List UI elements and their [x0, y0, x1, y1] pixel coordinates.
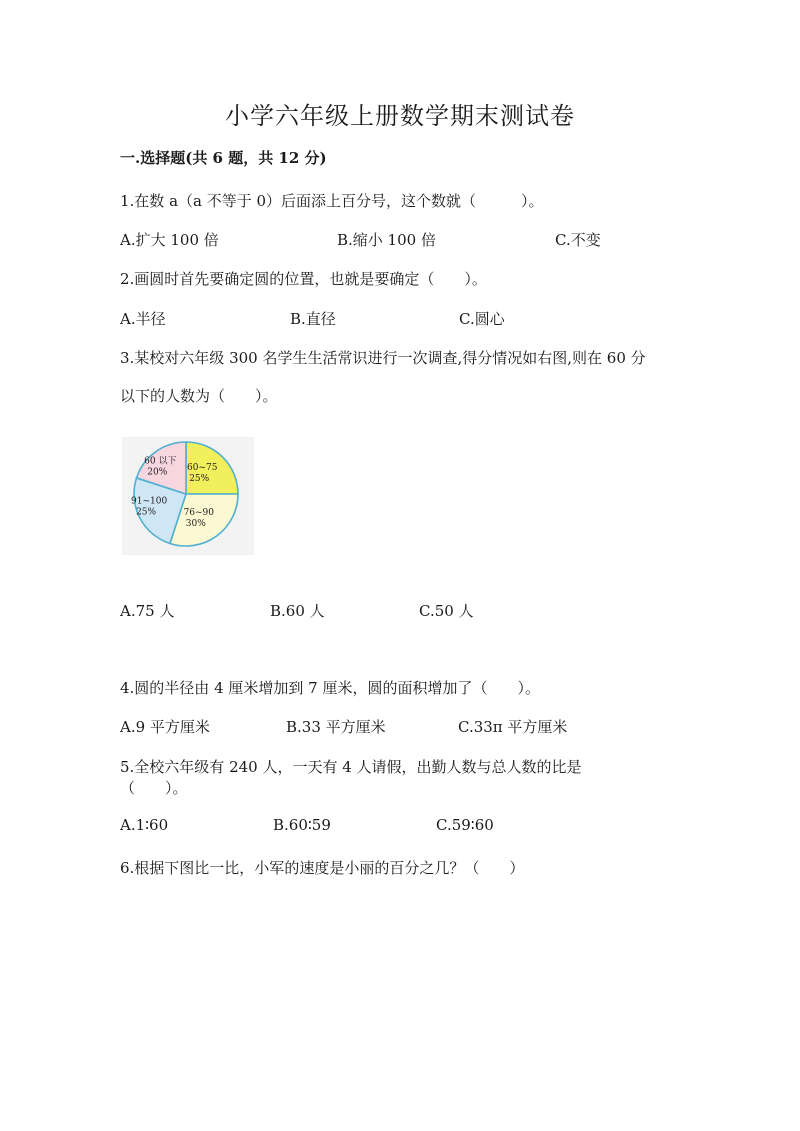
question-2-option-c: C.圆心: [459, 310, 505, 328]
question-3-option-c: C.50 人: [419, 602, 474, 620]
pie-slice-label: 91~100: [131, 496, 168, 507]
pie-slice-label: 76~90: [183, 508, 215, 519]
question-5-text-line1: 5.全校六年级有 240 人，一天有 4 人请假，出勤人数与总人数的比是: [120, 758, 582, 776]
question-3-text-line2: 以下的人数为（ ）。: [120, 387, 278, 405]
question-2-option-b: B.直径: [290, 310, 336, 328]
question-6-text: 6.根据下图比一比，小军的速度是小丽的百分之几？（ ）: [120, 859, 525, 877]
pie-slice-percent: 30%: [185, 519, 206, 530]
question-4-option-b: B.33 平方厘米: [286, 718, 386, 736]
pie-chart: [122, 437, 254, 555]
question-5-option-b: B.60∶59: [273, 816, 331, 834]
question-1-option-c: C.不变: [555, 231, 601, 249]
question-1-option-a: A.扩大 100 倍: [120, 231, 219, 249]
question-5-option-c: C.59∶60: [436, 816, 494, 834]
question-5-option-a: A.1∶60: [120, 816, 169, 834]
question-3-text-line1: 3.某校对六年级 300 名学生生活常识进行一次调查,得分情况如右图,则在 60 分: [120, 349, 646, 367]
question-2-text: 2.画圆时首先要确定圆的位置，也就是要确定（ ）。: [120, 270, 487, 288]
question-4-option-c: C.33π 平方厘米: [458, 718, 568, 736]
pie-slice-label: 60~75: [186, 462, 218, 473]
pie-slice-percent: 25%: [189, 473, 210, 484]
question-5-text-line2: （ ）。: [120, 779, 188, 797]
section-heading: 一.选择题(共 6 题，共 12 分): [120, 149, 327, 167]
pie-slice-percent: 25%: [136, 507, 157, 518]
question-2-option-a: A.半径: [120, 310, 166, 328]
page-title: 小学六年级上册数学期末测试卷: [225, 102, 575, 130]
question-3-option-a: A.75 人: [120, 602, 175, 620]
question-1-text: 1.在数 a（a 不等于 0）后面添上百分号，这个数就（ ）。: [120, 192, 544, 210]
question-4-text: 4.圆的半径由 4 厘米增加到 7 厘米，圆的面积增加了（ ）。: [120, 679, 540, 697]
question-1-option-b: B.缩小 100 倍: [337, 231, 436, 249]
pie-slice-percent: 20%: [147, 467, 168, 478]
pie-chart-figure: [122, 437, 254, 555]
pie-slice-label: 60 以下: [144, 456, 177, 467]
question-3-option-b: B.60 人: [270, 602, 325, 620]
question-4-option-a: A.9 平方厘米: [120, 718, 210, 736]
